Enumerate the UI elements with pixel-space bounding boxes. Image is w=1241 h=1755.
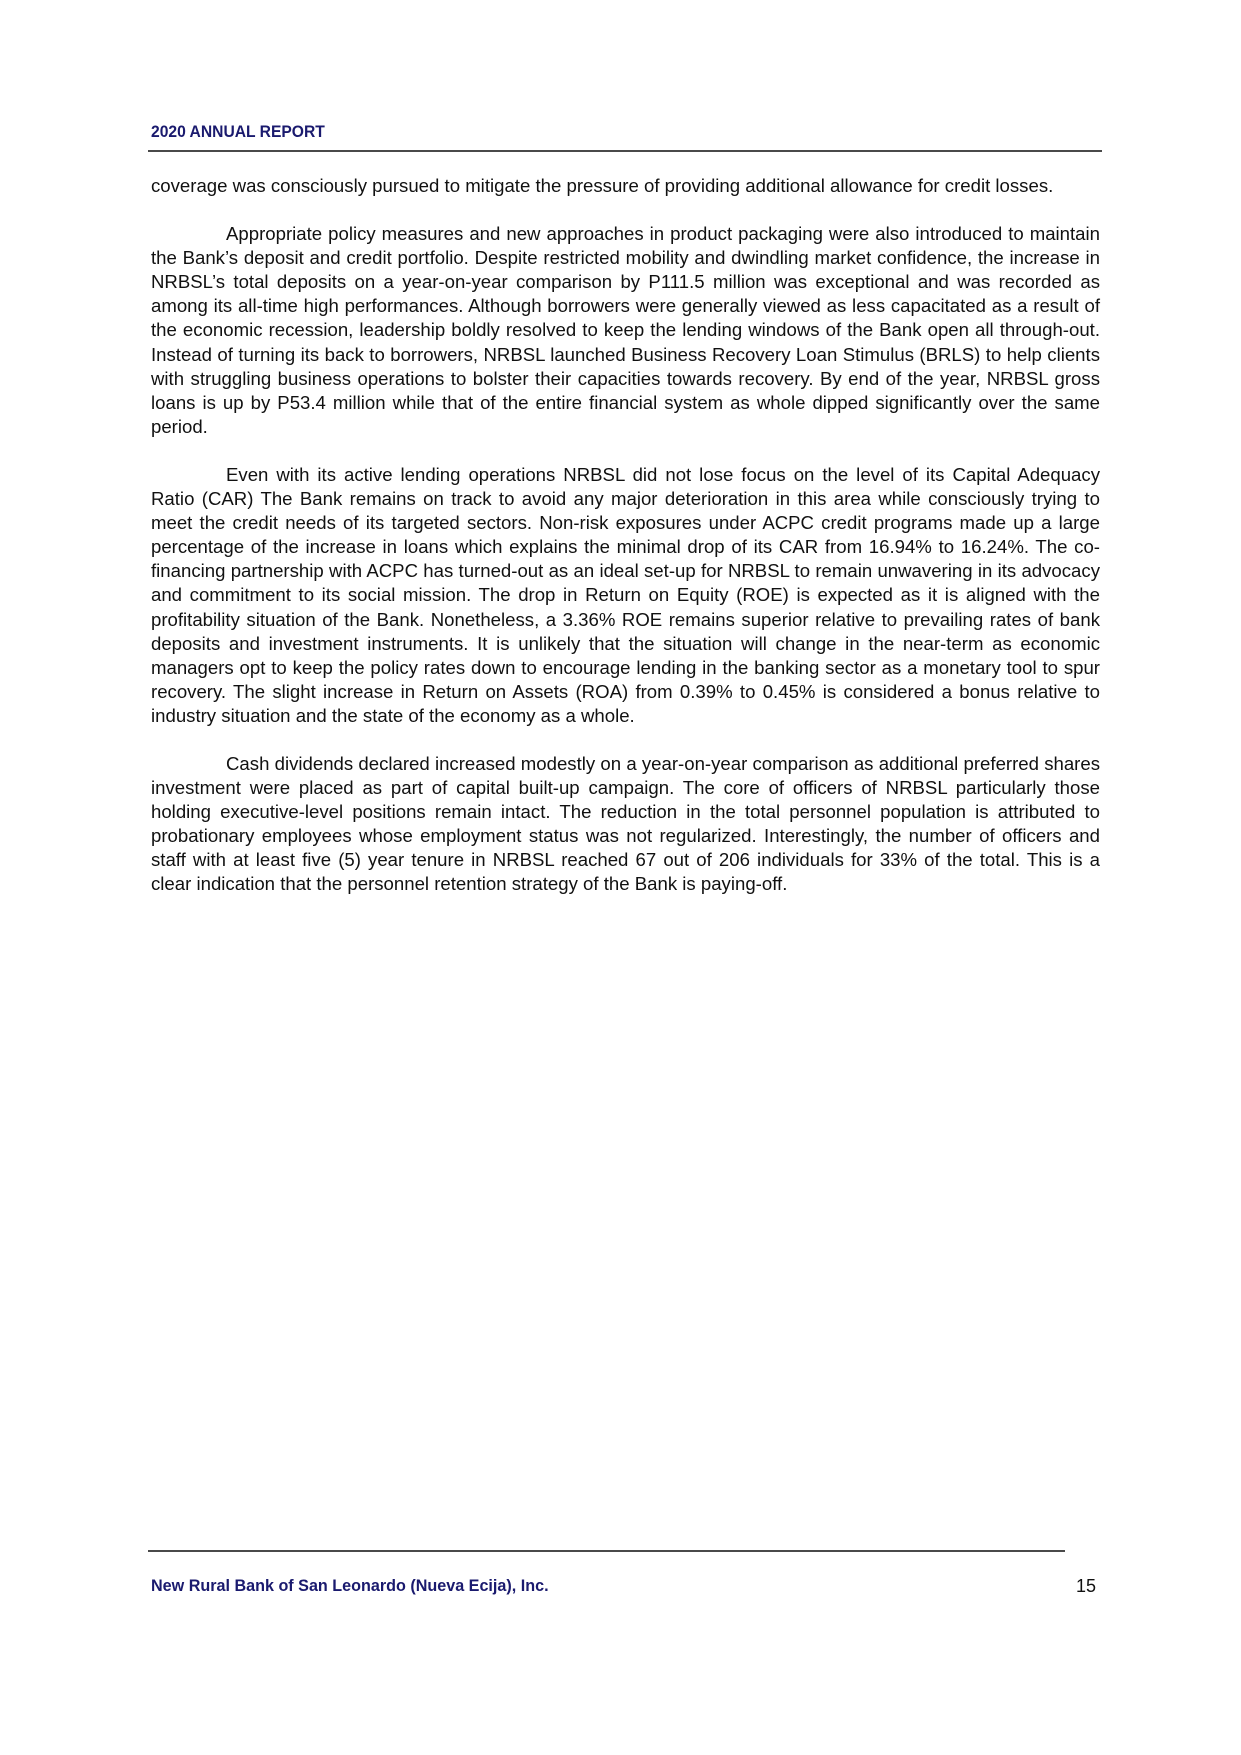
paragraph-capital-ratios: Even with its active lending operations NRBSL did not lose focus on the level of its Capital Adequacy Ratio (CAR) The Bank remains on track to avoid any major deterioration in this area while consciously trying to meet the credit needs of its targeted sectors. Non-risk exposures under ACPC credit programs made up a large percentage of the increase in loans which explains the minimal drop of its CAR from 16.94% to 16.24%. The co-financing partnership with ACPC has turned-out as an ideal set-up for NRBSL to remain unwavering in its advocacy and commitment to its social mission. The drop in Return on Equity (ROE) is expected as it is aligned with the profitability situation of the Bank. Nonetheless, a 3.36% ROE remains superior relative to prevailing rates of bank deposits and investment instruments. It is unlikely that the situation will change in the near-term as economic managers opt to keep the policy rates down to encourage lending in the banking sector as a monetary tool to spur recovery. The slight increase in Return on Assets (ROA) from 0.39% to 0.45% is considered a bonus relative to industry situation and the state of the economy as a whole.	[151, 463, 1100, 726]
paragraph-deposits-loans: Appropriate policy measures and new approaches in product packaging were also introduced to maintain the Bank’s deposit and credit portfolio. Despite restricted mobility and dwindling market confidence, the increase in NRBSL’s total deposits on a year-on-year comparison by P111.5 million was exceptional and was recorded as among its all-time high performances. Although borrowers were generally viewed as less capacitated as a result of the economic recession, leadership boldly resolved to keep the lending windows of the Bank open all through-out. Instead of turning its back to borrowers, NRBSL launched Business Recovery Loan Stimulus (BRLS) to help clients with struggling business operations to bolster their capacities towards recovery. By end of the year, NRBSL gross loans is up by P53.4 million while that of the entire financial system as whole dipped significantly over the same period.	[151, 223, 1100, 437]
page-number: 15	[1076, 1576, 1097, 1596]
header-divider	[148, 150, 1102, 152]
footer-organization: New Rural Bank of San Leonardo (Nueva Ecija), Inc.	[151, 1576, 549, 1595]
page-header	[151, 122, 1101, 142]
body-text	[151, 174, 1100, 921]
footer-divider	[148, 1550, 1065, 1552]
report-title: 2020 ANNUAL REPORT	[151, 122, 325, 141]
paragraph-continuation: coverage was consciously pursued to mitigate the pressure of providing additional allowance for credit losses.	[151, 175, 1054, 196]
paragraph-dividends-personnel: Cash dividends declared increased modestly on a year-on-year comparison as additional preferred shares investment were placed as part of capital built-up campaign. The core of officers of NRBSL particularly those holding executive-level positions remain intact. The reduction in the total personnel population is attributed to probationary employees whose employment status was not regularized. Interestingly, the number of officers and staff with at least five (5) year tenure in NRBSL reached 67 out of 206 individuals for 33% of the total. This is a clear indication that the personnel retention strategy of the Bank is paying-off.	[151, 752, 1100, 895]
